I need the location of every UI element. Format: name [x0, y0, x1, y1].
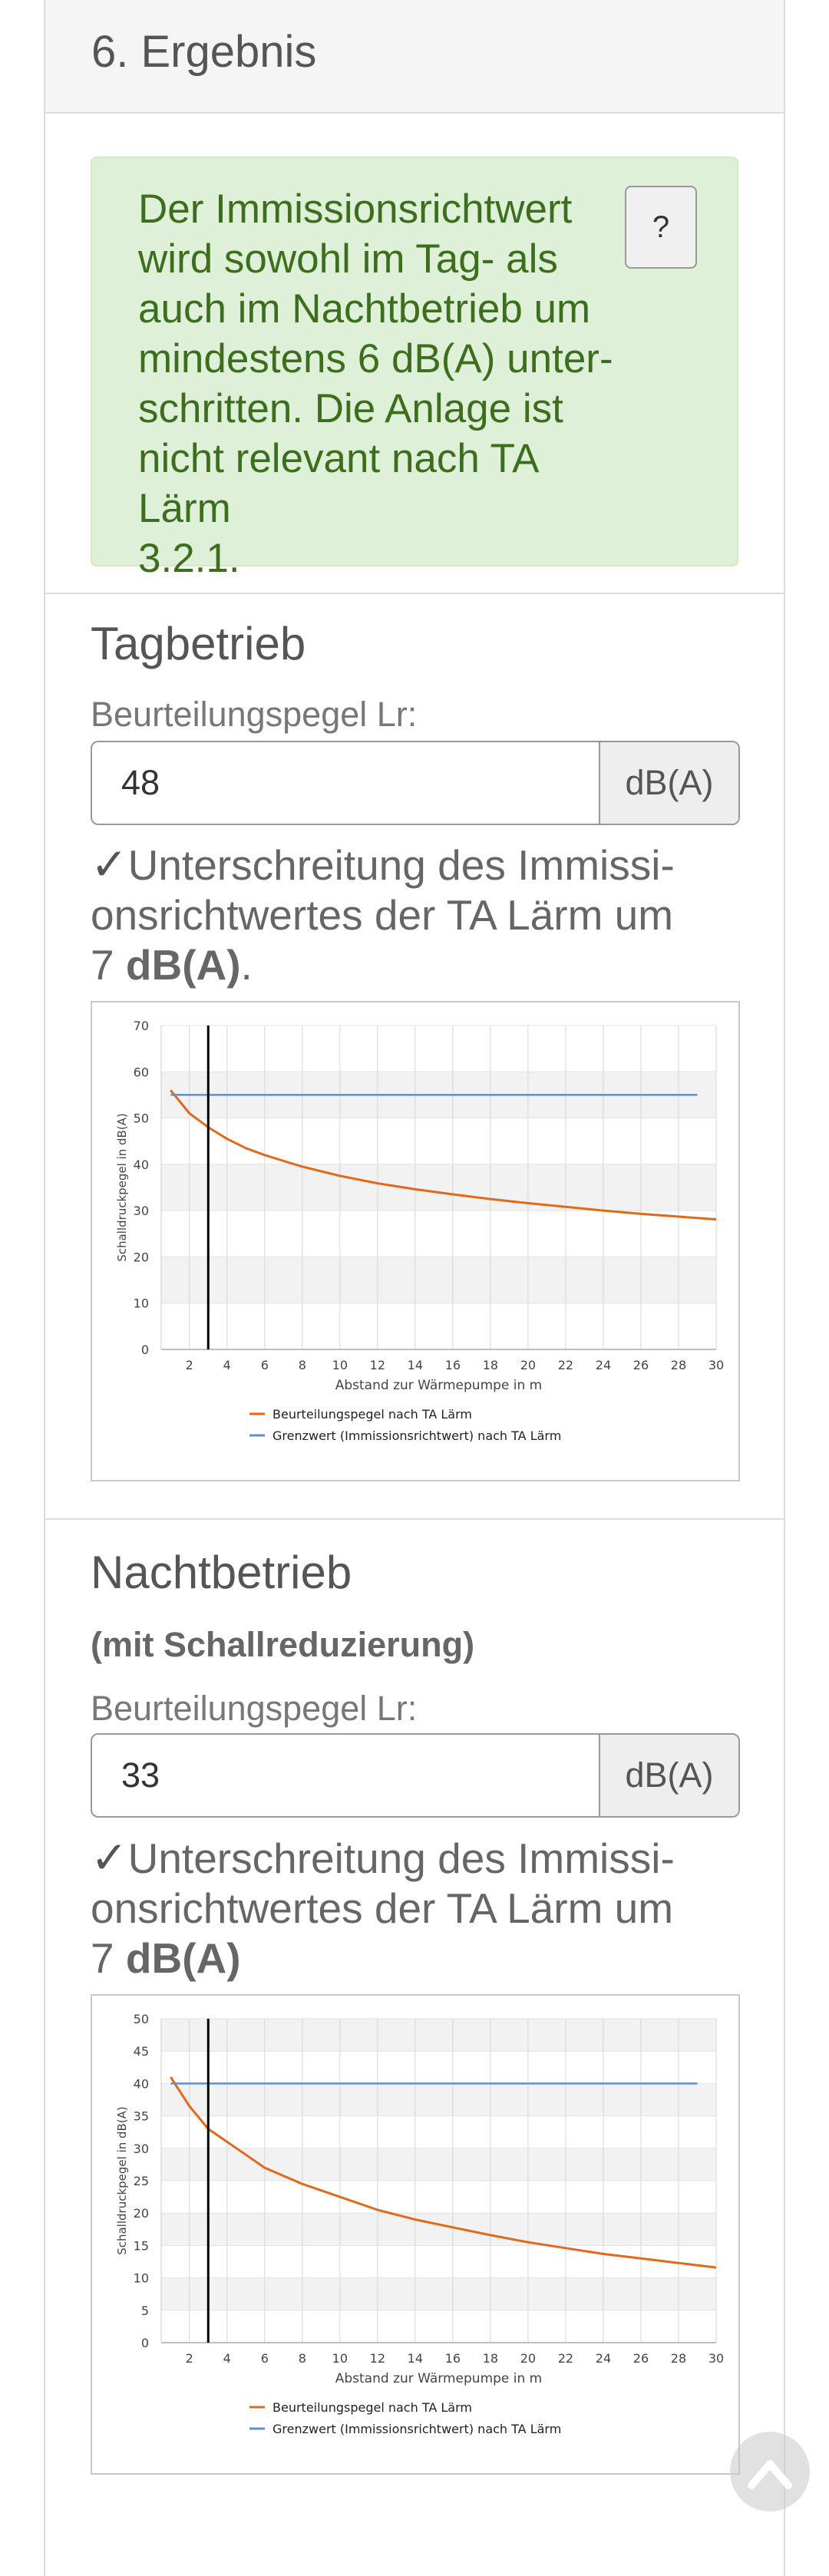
y-tick-label: 30: [133, 1204, 149, 1219]
x-tick-label: 20: [520, 1358, 537, 1372]
night-chart: [91, 1994, 740, 2475]
day-level-unit: dB(A): [599, 742, 738, 824]
chevron-up-icon: [747, 2450, 793, 2493]
x-tick-label: 18: [482, 1358, 499, 1372]
x-tick-label: 6: [260, 1358, 269, 1372]
night-chart-svg: [92, 1996, 738, 2473]
x-tick-label: 8: [298, 1358, 306, 1372]
alert-line: wird sowohl im Tag- als: [138, 236, 558, 282]
y-tick-label: 15: [133, 2238, 149, 2254]
x-tick-label: 16: [444, 2351, 461, 2366]
y-tick-label: 45: [133, 2044, 149, 2059]
y-tick-label: 10: [133, 2271, 149, 2286]
alert-line: auch im Nachtbetrieb um: [138, 286, 591, 332]
x-tick-label: 8: [298, 2351, 306, 2366]
night-level-value[interactable]: 33: [121, 1755, 160, 1795]
x-axis-label: Abstand zur Wärmepumpe in m: [335, 1378, 543, 1393]
grid-band: [161, 1164, 716, 1210]
alert-line: mindestens 6 dB(A) unter-: [138, 336, 613, 381]
night-level-field[interactable]: [91, 1733, 740, 1818]
x-tick-label: 4: [223, 2351, 231, 2366]
x-tick-label: 28: [670, 2351, 687, 2366]
x-axis-label: Abstand zur Wärmepumpe in m: [335, 2371, 543, 2386]
y-tick-label: 0: [140, 1342, 149, 1357]
y-tick-label: 40: [133, 2076, 149, 2092]
y-tick-label: 10: [133, 1296, 149, 1311]
x-tick-label: 18: [482, 2351, 499, 2366]
y-tick-label: 30: [133, 2141, 149, 2156]
y-tick-label: 40: [133, 1157, 149, 1172]
day-chart-svg: [92, 1002, 738, 1480]
x-tick-label: 4: [223, 1358, 231, 1372]
alert-line: 3.2.1.: [138, 536, 240, 581]
x-tick-label: 14: [407, 1358, 424, 1372]
day-level-value[interactable]: 48: [121, 763, 160, 802]
day-result: [91, 840, 766, 990]
x-tick-label: 12: [369, 2351, 386, 2366]
legend-label: Beurteilungspegel nach TA Lärm: [272, 2400, 472, 2415]
grid-band: [161, 1257, 716, 1303]
y-axis-label: Schalldruckpegel in dB(A): [115, 2106, 129, 2255]
night-subtitle: (mit Schallreduzierung): [91, 1625, 475, 1664]
legend-label: Grenzwert (Immissionsrichtwert) nach TA Lärm: [272, 1428, 562, 1443]
x-tick-label: 30: [708, 2351, 725, 2366]
x-tick-label: 26: [632, 2351, 649, 2366]
x-tick-label: 6: [260, 2351, 269, 2366]
day-level-label: Beurteilungspegel Lr:: [91, 695, 418, 734]
x-tick-label: 22: [557, 2351, 574, 2366]
day-chart: [91, 1001, 740, 1481]
x-tick-label: 16: [444, 1358, 461, 1372]
result-card: [44, 0, 785, 2576]
grid-band: [161, 2019, 716, 2051]
day-result-value: 7: [91, 941, 114, 989]
y-tick-label: 0: [140, 2336, 149, 2350]
x-tick-label: 24: [595, 1358, 612, 1372]
y-tick-label: 70: [133, 1019, 149, 1033]
day-result-line1: Unterschreitung des Immissi-: [127, 841, 675, 889]
day-result-suffix: .: [240, 941, 253, 989]
help-button[interactable]: ?: [625, 186, 697, 269]
x-tick-label: 20: [520, 2351, 537, 2366]
x-tick-label: 10: [332, 1358, 348, 1372]
y-tick-label: 20: [133, 2206, 149, 2221]
divider: [45, 1518, 784, 1520]
night-result: [91, 1833, 766, 1983]
night-result-line2: onsrichtwertes der TA Lärm um: [91, 1884, 674, 1932]
grid-band: [161, 2278, 716, 2310]
day-result-line2: onsrichtwertes der TA Lärm um: [91, 891, 674, 939]
night-level-label: Beurteilungspegel Lr:: [91, 1689, 418, 1728]
x-tick-label: 14: [407, 2351, 424, 2366]
y-tick-label: 60: [133, 1065, 149, 1080]
day-result-unit: dB(A): [125, 941, 241, 989]
legend-label: Beurteilungspegel nach TA Lärm: [272, 1407, 472, 1422]
alert-text: [138, 184, 637, 583]
day-title: Tagbetrieb: [91, 618, 306, 669]
x-tick-label: 2: [185, 1358, 193, 1372]
legend-label: Grenzwert (Immissionsrichtwert) nach TA Lärm: [272, 2422, 562, 2436]
night-result-line1: Unterschreitung des Immissi-: [127, 1835, 675, 1882]
divider: [45, 593, 784, 594]
scroll-to-top-button[interactable]: [730, 2432, 810, 2512]
card-header: [45, 0, 784, 114]
y-tick-label: 50: [133, 2012, 149, 2026]
alert-line: schritten. Die Anlage ist: [138, 386, 563, 431]
x-tick-label: 26: [632, 1358, 649, 1372]
checkmark-icon: ✓: [91, 1833, 128, 1883]
x-tick-label: 10: [332, 2351, 348, 2366]
checkmark-icon: ✓: [91, 840, 128, 890]
relevance-alert: [91, 157, 738, 581]
alert-line: Der Immissionsrichtwert: [138, 187, 573, 232]
day-level-field[interactable]: [91, 741, 740, 825]
night-level-unit: dB(A): [599, 1735, 738, 1816]
grid-band: [161, 2213, 716, 2245]
x-tick-label: 12: [369, 1358, 386, 1372]
alert-line: nicht relevant nach TA Lärm: [138, 436, 537, 531]
x-tick-label: 22: [557, 1358, 574, 1372]
y-axis-label: Schalldruckpegel in dB(A): [115, 1113, 129, 1262]
grid-band: [161, 2083, 716, 2115]
x-tick-label: 2: [185, 2351, 193, 2366]
y-tick-label: 5: [140, 2303, 149, 2318]
x-tick-label: 28: [670, 1358, 687, 1372]
x-tick-label: 24: [595, 2351, 612, 2366]
night-title: Nachtbetrieb: [91, 1547, 352, 1598]
y-tick-label: 50: [133, 1111, 149, 1126]
night-result-value: 7: [91, 1934, 114, 1982]
x-tick-label: 30: [708, 1358, 725, 1372]
y-tick-label: 25: [133, 2174, 149, 2188]
y-tick-label: 35: [133, 2109, 149, 2124]
y-tick-label: 20: [133, 1250, 149, 1265]
section-title: 6. Ergebnis: [91, 27, 317, 77]
night-result-unit: dB(A): [125, 1934, 241, 1982]
